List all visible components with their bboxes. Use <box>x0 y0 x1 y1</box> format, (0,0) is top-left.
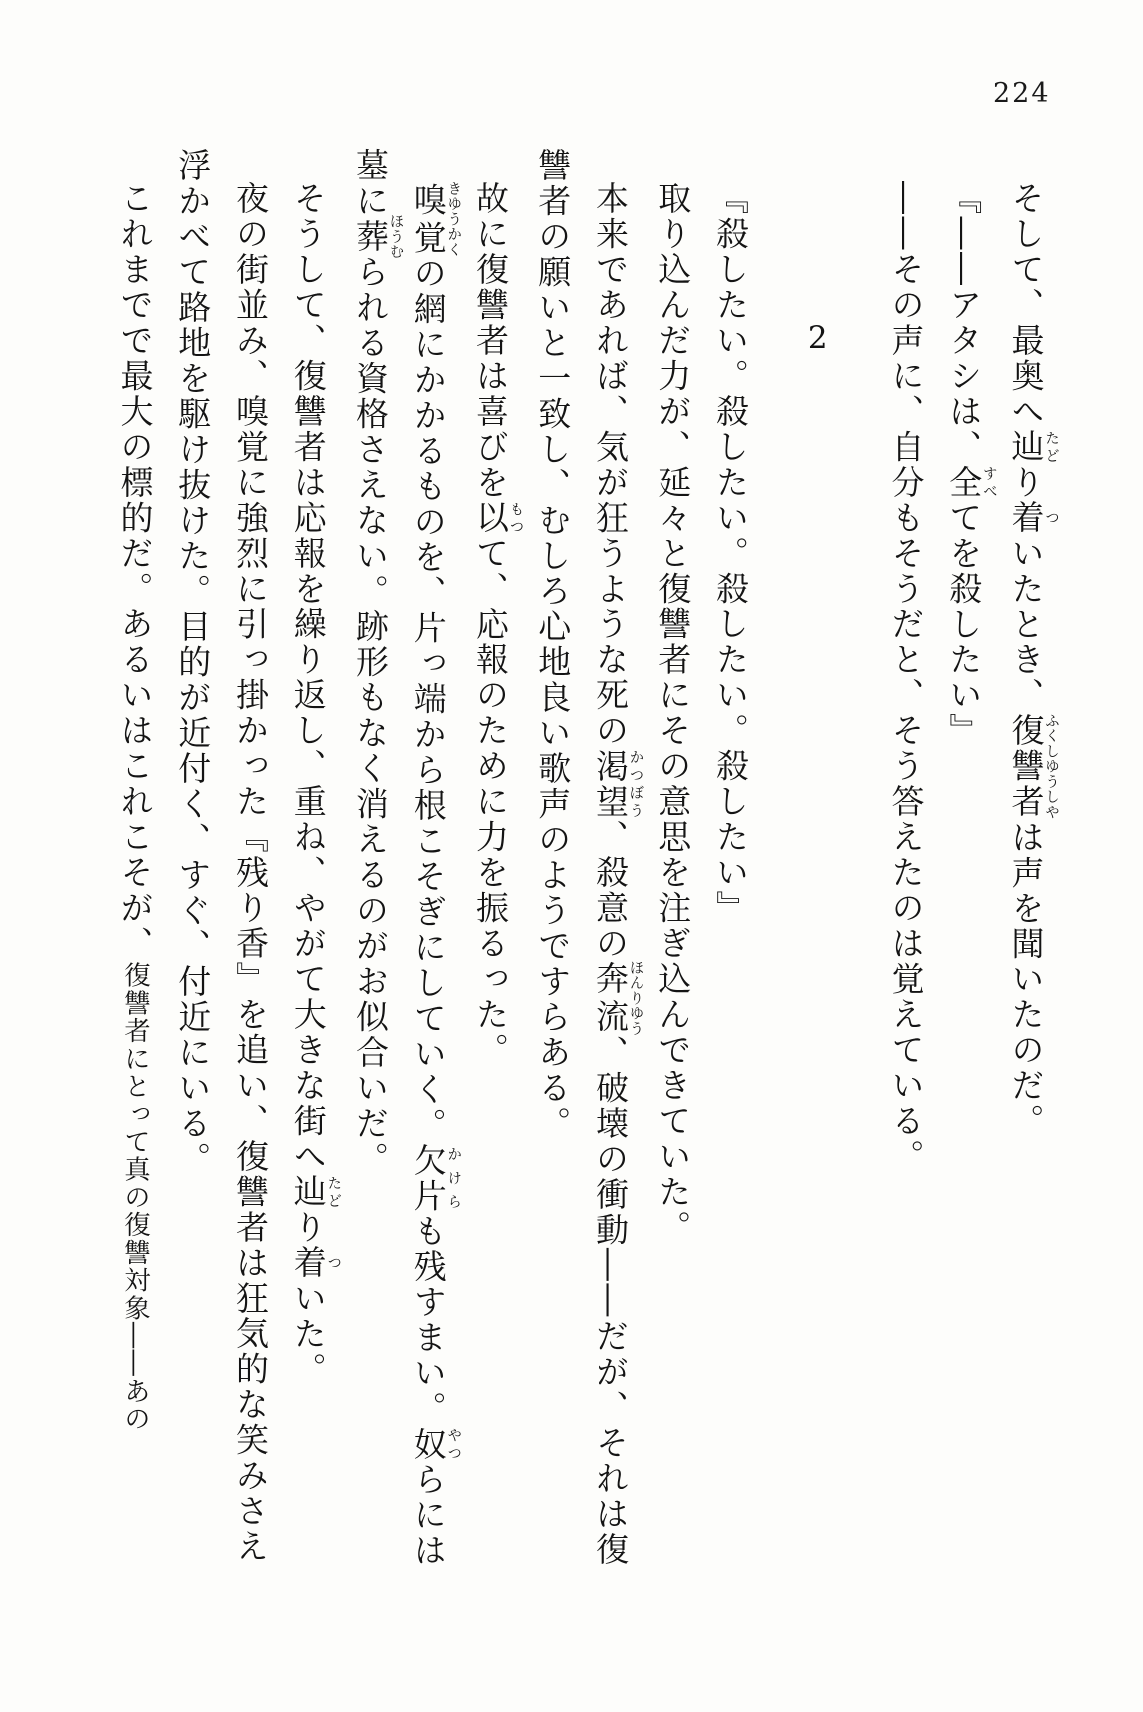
furigana-annotated-text: 奔流ほんりゆう <box>591 960 644 1037</box>
furigana-annotated-text: 辿たど <box>1006 429 1059 465</box>
paragraph-arrival <box>997 148 1059 1584</box>
furigana-annotated-text: 着つ <box>288 1245 342 1281</box>
furigana-annotated-text: 以もつ <box>471 500 524 536</box>
paragraph-kill-chant <box>701 148 759 1584</box>
paragraph-greatest-target <box>106 148 164 1584</box>
page-number: 224 <box>993 78 1051 109</box>
paragraph-big-city <box>279 148 341 1584</box>
text-segment: の網にかかるものを、片っ端から根こそぎにしていく。 <box>408 255 448 1143</box>
text-segment: られる資格さえない。跡形もなく消えるのがお似合いだ。 <box>351 254 390 1177</box>
furigana-annotated-text: 嗅覚きゆうかく <box>408 181 462 258</box>
text-segment: り <box>288 1209 328 1246</box>
text-segment: て、応報のために力を振るった。 <box>471 535 510 1068</box>
paragraph-death-thirst <box>524 148 644 1584</box>
paragraph-answer <box>877 148 935 1584</box>
text-segment: り <box>1006 464 1046 501</box>
text-segment: らには墓に <box>351 148 448 1569</box>
furigana-annotated-text: 復讐者ふくしゆうしや <box>1006 713 1059 820</box>
text-segment: は声を聞いたのだ。 <box>1006 819 1046 1140</box>
section-number-digit: 2 <box>799 320 836 356</box>
paragraph-voice-quote <box>935 148 997 1584</box>
text-segment: いたとき、 <box>1006 535 1046 714</box>
text-segment: も残すまい。 <box>408 1213 448 1427</box>
text-segment: 『殺したい。殺したい。殺したい。殺したい』 <box>711 181 750 926</box>
text-segment: 故に復讐者は喜びを <box>471 181 510 501</box>
furigana-annotated-text: 全すべ <box>944 464 997 501</box>
text-segment: そして、最奥へ <box>1006 181 1046 430</box>
text-segment: ――その声に、自分もそうだと、そう答えたのは覚えている。 <box>886 181 926 1175</box>
text-segment: 、殺意の <box>591 819 630 962</box>
text-segment: 復讐者にとって真の復讐対象――あの <box>119 961 151 1433</box>
text-segment: 本来であれば、気が狂うような死の <box>591 181 630 749</box>
text-segment: 『――アタシは、 <box>944 181 984 465</box>
text-area <box>47 148 1059 1584</box>
furigana-annotated-text: 辿たど <box>288 1174 342 1210</box>
text-segment: いた。 <box>288 1280 328 1388</box>
furigana-annotated-text: 渇望かつぼう <box>591 748 644 820</box>
paragraph-night-chase <box>164 148 280 1584</box>
furigana-annotated-text: 葬ほうむ <box>351 213 404 260</box>
paragraph-absorbed-power <box>644 148 702 1584</box>
furigana-annotated-text: 欠片かけら <box>408 1142 462 1214</box>
section-number <box>789 148 847 1584</box>
text-segment: 、破壊の衝動――だが、それは復讐者の願いと一致し、むしろ心地良い歌声のようですらある。 <box>533 148 630 1568</box>
text-segment: てを殺したい』 <box>944 500 984 749</box>
text-segment: 夜の街並み、嗅覚に強烈に引っ掛かった『残り香』を追い、復讐者は狂気的な笑みさえ浮かべて路地を駆け抜けた。目的が近付く、すぐ、付近にいる。 <box>173 148 270 1565</box>
paragraph-retribution <box>461 148 523 1584</box>
text-segment: そうして、復讐者は応報を繰り返し、重ね、やがて大きな街へ <box>288 181 328 1175</box>
furigana-annotated-text: 着つ <box>1006 500 1059 536</box>
paragraph-scent-net <box>341 148 461 1584</box>
text-segment: これまでで最大の標的だ。あるいはこれこそが、 <box>115 181 155 962</box>
furigana-annotated-text: 奴やつ <box>408 1426 462 1463</box>
text-segment: 取り込んだ力が、延々と復讐者にその意思を注ぎ込んできていた。 <box>653 181 693 1246</box>
